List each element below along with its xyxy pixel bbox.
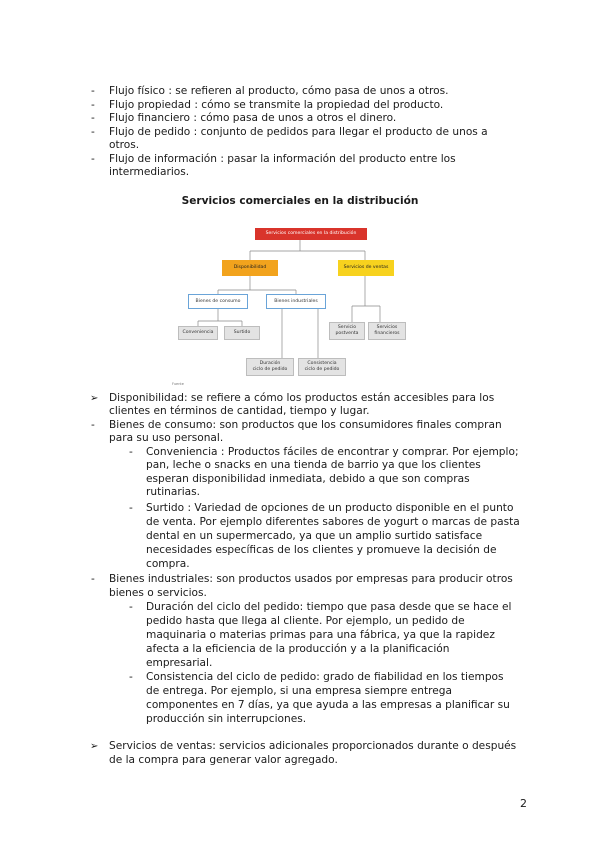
node-line: Consistencia bbox=[307, 361, 337, 367]
flujo-informacion-cont: intermediarios. bbox=[109, 166, 190, 178]
surtido-text-cont: necesidades específicas de los clientes y promueve la decisión de bbox=[146, 544, 497, 556]
bullet-dash: - bbox=[129, 446, 133, 458]
diagram-node-disponibilidad: Disponibilidad bbox=[222, 260, 278, 276]
bienes-consumo-text: Bienes de consumo: son productos que los consumidores finales compran bbox=[109, 419, 502, 431]
diagram-node-bienes-consumo: Bienes de consumo bbox=[188, 294, 248, 309]
diagram-node-servicios-ventas: Servicios de ventas bbox=[338, 260, 394, 276]
conveniencia-text-cont: esperan disponibilidad inmediata, debido a que son compras bbox=[146, 473, 470, 485]
bullet-dash: - bbox=[91, 85, 95, 97]
surtido-text-cont: de venta. Por ejemplo diferentes sabores de yogurt o marcas de pasta bbox=[146, 516, 520, 528]
diagram-root-node: Servicios comerciales en la distribución bbox=[255, 228, 367, 240]
flujo-pedido-cont: otros. bbox=[109, 139, 140, 151]
node-line: ciclo de pedido bbox=[252, 367, 288, 372]
distribution-services-diagram bbox=[170, 218, 435, 386]
conveniencia-text-cont: rutinarias. bbox=[146, 486, 201, 498]
node-line: ciclo de pedido bbox=[304, 367, 340, 372]
servicios-ventas-text: Servicios de ventas: servicios adicionales proporcionados durante o después bbox=[109, 740, 517, 752]
bienes-industriales-text: Bienes industriales: son productos usados por empresas para producir otros bbox=[109, 573, 513, 585]
bullet-arrow: ➢ bbox=[90, 741, 99, 752]
bullet-dash: - bbox=[91, 153, 95, 165]
duracion-text: Duración del ciclo del pedido: tiempo que pasa desde que se hace el bbox=[146, 601, 512, 613]
consistencia-text: Consistencia del ciclo de pedido: grado de fiabilidad en los tiempos bbox=[146, 671, 504, 683]
node-line: financieros bbox=[374, 331, 400, 336]
bullet-dash: - bbox=[129, 671, 133, 683]
bullet-arrow: ➢ bbox=[90, 393, 99, 404]
surtido-text-cont: dental en un supermercado, ya que un amplio surtido satisface bbox=[146, 530, 483, 542]
node-line: Duración bbox=[259, 361, 281, 367]
bullet-dash: - bbox=[91, 99, 95, 111]
consistencia-text-cont: de entrega. Por ejemplo, si una empresa siempre entrega bbox=[146, 685, 452, 697]
diagram-node-duracion bbox=[246, 358, 294, 376]
consistencia-text-cont: componentes en 7 días, ya que ayuda a las empresas a planificar su bbox=[146, 699, 510, 711]
consistencia-text-cont: producción sin interrupciones. bbox=[146, 713, 307, 725]
diagram-node-servicio-postventa bbox=[329, 322, 365, 340]
flujo-propiedad: Flujo propiedad : cómo se transmite la propiedad del producto. bbox=[109, 99, 444, 111]
diagram-node-bienes-industriales: Bienes industriales bbox=[266, 294, 326, 309]
duracion-text-cont: afecta a la eficiencia de la producción y a la planificación bbox=[146, 643, 450, 655]
diagram-node-servicios-financieros bbox=[368, 322, 406, 340]
bienes-consumo-text-cont: para su uso personal. bbox=[109, 432, 224, 444]
bullet-dash: - bbox=[91, 419, 95, 431]
bullet-dash: - bbox=[129, 502, 133, 514]
duracion-text-cont: maquinaria o materias primas para una fábrica, ya que la rapidez bbox=[146, 629, 495, 641]
bullet-dash: - bbox=[91, 126, 95, 138]
diagram-node-conveniencia: Conveniencia bbox=[178, 326, 218, 340]
node-line: Servicio bbox=[337, 325, 357, 331]
servicios-ventas-text-cont: de la compra para generar valor agregado. bbox=[109, 754, 338, 766]
conveniencia-text-cont: pan, leche o snacks en una tienda de barrio ya que los clientes bbox=[146, 459, 481, 471]
surtido-text-cont: compra. bbox=[146, 558, 190, 570]
page-number: 2 bbox=[520, 797, 527, 810]
bullet-dash: - bbox=[91, 112, 95, 124]
diagram-node-surtido: Surtido bbox=[224, 326, 260, 340]
flujo-fisico: Flujo físico : se refieren al producto, cómo pasa de unos a otros. bbox=[109, 85, 449, 97]
section-title: Servicios comerciales en la distribución bbox=[181, 195, 419, 207]
diagram-credit: Fuente bbox=[172, 382, 184, 386]
diagram-node-consistencia bbox=[298, 358, 346, 376]
duracion-text-cont: empresarial. bbox=[146, 657, 213, 669]
node-line: Servicios bbox=[376, 325, 398, 331]
bienes-industriales-text-cont: bienes o servicios. bbox=[109, 587, 207, 599]
bullet-dash: - bbox=[91, 573, 95, 585]
bullet-dash: - bbox=[129, 601, 133, 613]
conveniencia-text: Conveniencia : Productos fáciles de encontrar y comprar. Por ejemplo; bbox=[146, 446, 519, 458]
flujo-financiero: Flujo financiero : cómo pasa de unos a otros el dinero. bbox=[109, 112, 397, 124]
node-line: postventa bbox=[335, 331, 359, 336]
flujo-pedido: Flujo de pedido : conjunto de pedidos para llegar el producto de unos a bbox=[109, 126, 488, 138]
disponibilidad-text-cont: clientes en términos de cantidad, tiempo y lugar. bbox=[109, 405, 370, 417]
surtido-text: Surtido : Variedad de opciones de un producto disponible en el punto bbox=[146, 502, 514, 514]
disponibilidad-text: Disponibilidad: se refiere a cómo los productos están accesibles para los bbox=[109, 392, 495, 404]
flujo-informacion: Flujo de información : pasar la información del producto entre los bbox=[109, 153, 456, 165]
duracion-text-cont: pedido hasta que llega al cliente. Por ejemplo, un pedido de bbox=[146, 615, 465, 627]
